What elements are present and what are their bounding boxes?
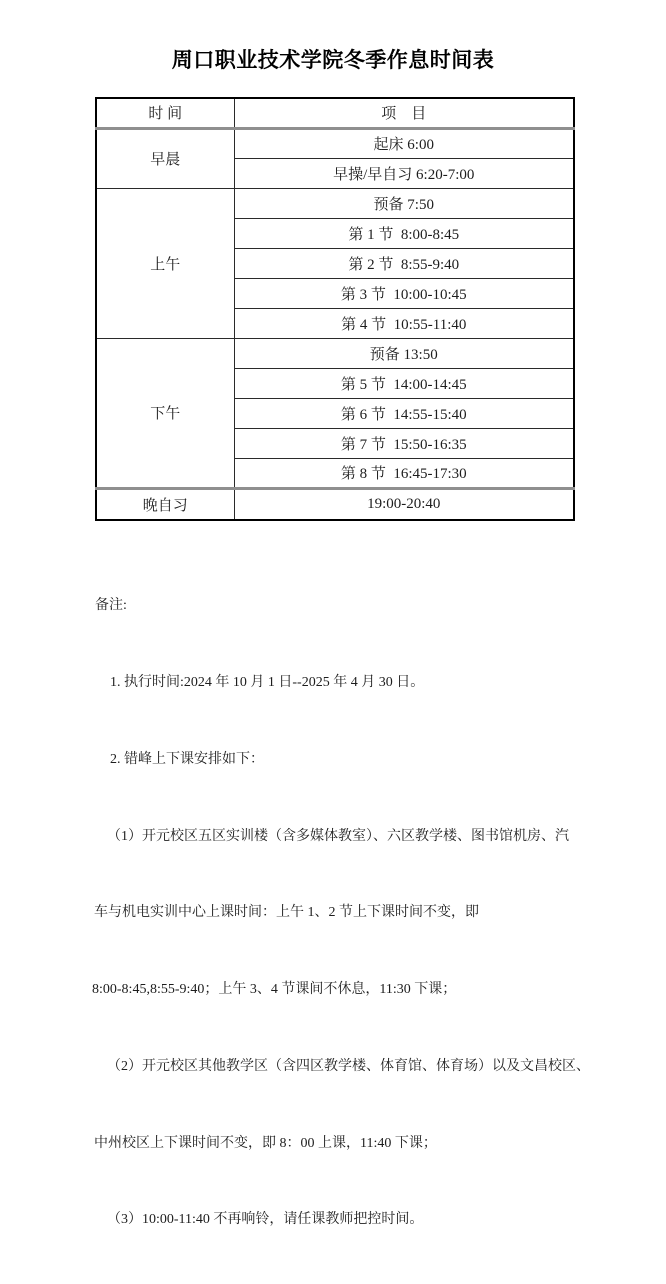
header-item-cell: 项 目: [234, 98, 574, 128]
note-line: 2. 错峰上下课安排如下：: [110, 751, 264, 767]
notes-section: [92, 542, 590, 1284]
period-cell-evening: 晚自习: [96, 488, 234, 520]
table-row: [96, 488, 574, 520]
item-cell: 第 3 节 10:00-10:45: [234, 278, 574, 308]
page-title: 周口职业技术学院冬季作息时间表: [171, 48, 495, 72]
period-cell-afternoon: 下午: [96, 338, 234, 488]
schedule-table: [95, 97, 575, 521]
header-time-cell: 时 间: [96, 98, 234, 128]
item-cell: 第 8 节 16:45-17:30: [234, 458, 574, 488]
item-cell: 第 6 节 14:55-15:40: [234, 398, 574, 428]
item-cell: 第 7 节 15:50-16:35: [234, 428, 574, 458]
note-line: （2）开元校区其他教学区（含四区教学楼、体育馆、体育场）以及文昌校区、: [107, 1058, 590, 1074]
item-cell: 第 1 节 8:00-8:45: [234, 218, 574, 248]
item-cell: 19:00-20:40: [234, 488, 574, 520]
item-cell: 起床 6:00: [234, 128, 574, 158]
note-line: （1）开元校区五区实训楼（含多媒体教室）、六区教学楼、图书馆机房、汽: [107, 828, 569, 844]
period-cell-morning: 早晨: [96, 128, 234, 188]
item-cell: 第 2 节 8:55-9:40: [234, 248, 574, 278]
table-row: [96, 188, 574, 218]
note-line: 8:00-8:45,8:55-9:40；上午 3、4 节课间不休息，11:30 下课；: [92, 982, 457, 998]
item-cell: 第 5 节 14:00-14:45: [234, 368, 574, 398]
item-cell: 预备 7:50: [234, 188, 574, 218]
item-cell: 早操/早自习 6:20-7:00: [234, 158, 574, 188]
notes-label: 备注:: [95, 598, 127, 614]
note-line: 车与机电实训中心上课时间：上午 1、2 节上下课时间不变，即: [94, 905, 479, 921]
note-line: 中州校区上下课时间不变，即 8：00 上课，11:40 下课；: [94, 1135, 437, 1151]
note-line: （3）10:00-11:40 不再响铃，请任课教师把控时间。: [107, 1212, 424, 1228]
note-line: 1. 执行时间:2024 年 10 月 1 日--2025 年 4 月 30 日。: [110, 674, 425, 690]
table-row: [96, 338, 574, 368]
item-cell: 预备 13:50: [234, 338, 574, 368]
table-header-row: [96, 98, 574, 128]
period-cell-forenoon: 上午: [96, 188, 234, 338]
item-cell: 第 4 节 10:55-11:40: [234, 308, 574, 338]
table-row: [96, 128, 574, 158]
